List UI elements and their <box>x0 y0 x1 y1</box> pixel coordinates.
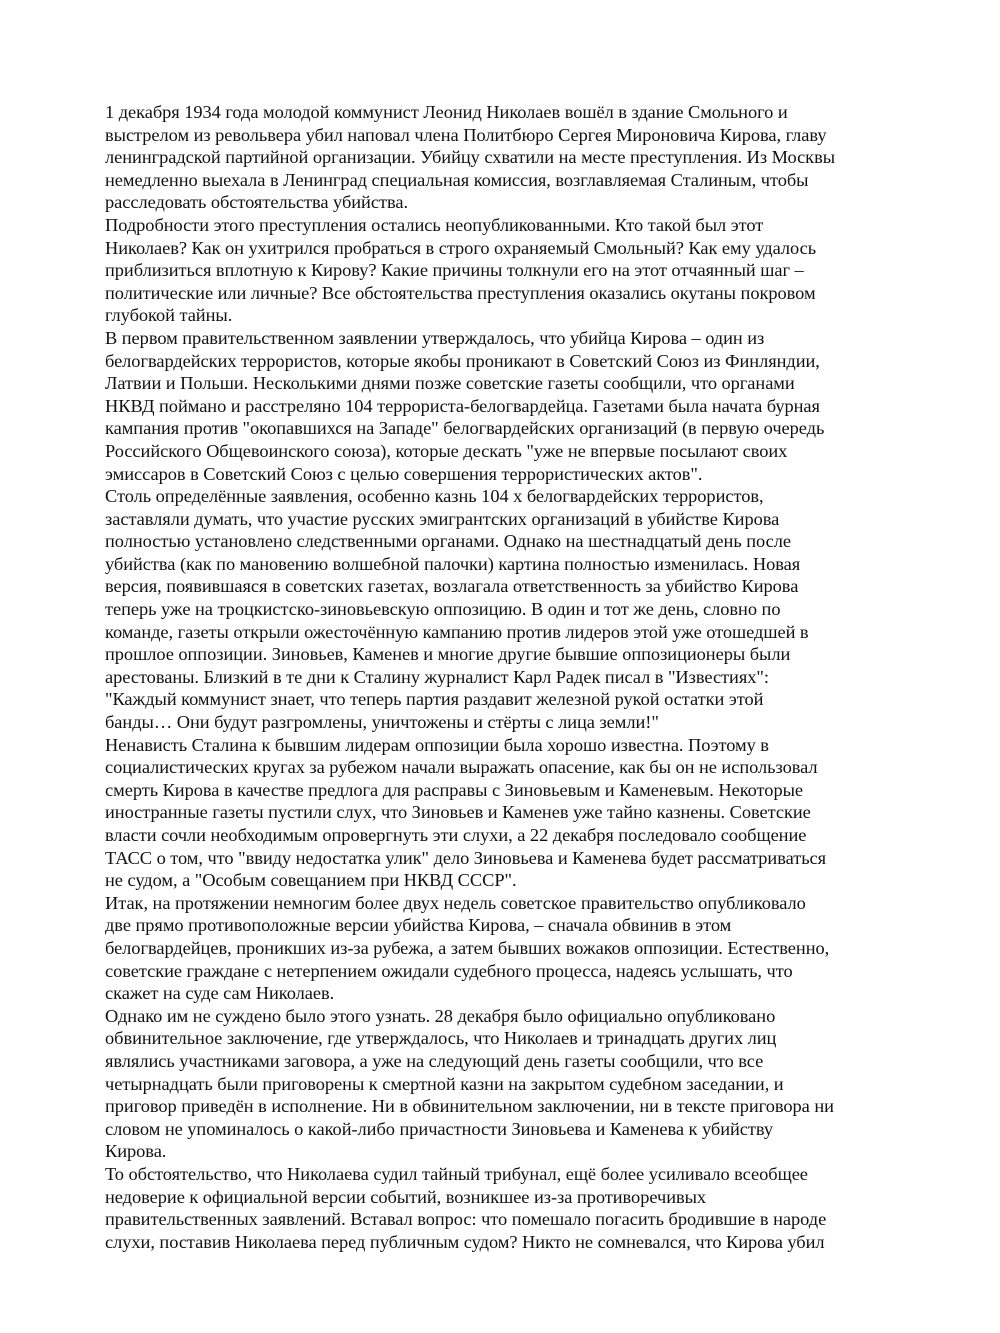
text-line: В первом правительственном заявлении утверждалось, что убийца Кирова – один из <box>105 327 765 348</box>
text-line: Столь определённые заявления, особенно казнь 104 х белогвардейских террористов, <box>105 486 764 507</box>
text-line: смерть Кирова в качестве предлога для расправы с Зиновьевым и Каменевым. Некоторые <box>105 779 804 800</box>
text-line: расследовать обстоятельства убийства. <box>105 192 409 213</box>
text-line: приблизиться вплотную к Кирову? Какие причины толкнули его на этот отчаянный шаг – <box>105 260 804 281</box>
text-line: Российского Общевоинского союза), которые дескать "уже не впервые посылают своих <box>105 440 788 461</box>
text-line: немедленно выехала в Ленинград специальная комиссия, возглавляемая Сталиным, чтобы <box>105 169 809 190</box>
paragraph <box>105 892 905 1005</box>
text-line: не судом, а "Особым совещанием при НКВД СССР". <box>105 870 517 891</box>
text-line: Николаев? Как он ухитрился пробраться в строго охраняемый Смольный? Как ему удалось <box>105 237 817 258</box>
text-line: Однако им не суждено было этого узнать. 28 декабря было официально опубликовано <box>105 1005 776 1026</box>
paragraph <box>105 1163 905 1253</box>
text-line: кампания против "окопавшихся на Западе" белогвардейских организаций (в первую очередь <box>105 418 825 439</box>
paragraph <box>105 1005 905 1163</box>
text-line: скажет на суде сам Николаев. <box>105 983 335 1004</box>
text-line: банды… Они будут разгромлены, уничтожены и стёрты с лица земли!" <box>105 712 659 733</box>
document-page <box>105 101 905 1253</box>
text-line: ТАСС о том, что "ввиду недостатка улик" дело Зиновьева и Каменева будет рассматриваться <box>105 847 827 868</box>
paragraph <box>105 214 905 327</box>
text-line: То обстоятельство, что Николаева судил тайный трибунал, ещё более усиливало всеобщее <box>105 1163 808 1184</box>
text-line: выстрелом из револьвера убил наповал члена Политбюро Сергея Мироновича Кирова, главу <box>105 124 827 145</box>
text-line: обвинительное заключение, где утверждалось, что Николаев и тринадцать других лиц <box>105 1028 777 1049</box>
text-line: прошлое оппозиции. Зиновьев, Каменев и многие другие бывшие оппозиционеры были <box>105 644 791 665</box>
text-line: советские граждане с нетерпением ожидали судебного процесса, надеясь услышать, что <box>105 960 793 981</box>
paragraph <box>105 327 905 485</box>
text-line: Итак, на протяжении немногим более двух недель советское правительство опубликовало <box>105 892 806 913</box>
text-line: ленинградской партийной организации. Убийцу схватили на месте преступления. Из Москвы <box>105 147 836 168</box>
text-line: правительственных заявлений. Вставал вопрос: что помешало погасить бродившие в народе <box>105 1209 827 1230</box>
paragraph <box>105 485 905 734</box>
text-line: являлись участниками заговора, а уже на следующий день газеты сообщили, что все <box>105 1050 764 1071</box>
text-line: недоверие к официальной версии событий, возникшее из-за противоречивых <box>105 1186 707 1207</box>
text-line: Латвии и Польши. Несколькими днями позже советские газеты сообщили, что органами <box>105 373 795 394</box>
text-line: иностранные газеты пустили слух, что Зиновьев и Каменев уже тайно казнены. Советские <box>105 802 811 823</box>
text-line: приговор приведён в исполнение. Ни в обвинительном заключении, ни в тексте приговора ни <box>105 1096 834 1117</box>
text-line: арестованы. Близкий в те дни к Сталину журналист Карл Радек писал в "Известиях": <box>105 666 769 687</box>
text-line: "Каждый коммунист знает, что теперь партия раздавит железной рукой остатки этой <box>105 689 764 710</box>
text-line: Кирова. <box>105 1141 167 1162</box>
paragraph <box>105 734 905 892</box>
text-line: власти сочли необходимым опровергнуть эти слухи, а 22 декабря последовало сообщение <box>105 825 807 845</box>
text-line: команде, газеты открыли ожесточённую кампанию против лидеров этой уже отошедшей в <box>105 621 809 642</box>
text-line: НКВД поймано и расстреляно 104 террориста-белогвардейца. Газетами была начата бурная <box>105 395 820 416</box>
text-line: словом не упоминалось о какой-либо причастности Зиновьева и Каменева к убийству <box>105 1118 774 1139</box>
text-line: полностью установлено следственными органами. Однако на шестнадцатый день после <box>105 531 791 552</box>
text-line: политические или личные? Все обстоятельства преступления оказались окутаны покровом <box>105 282 816 303</box>
text-line: заставляли думать, что участие русских эмигрантских организаций в убийстве Кирова <box>105 508 780 529</box>
text-line: слухи, поставив Николаева перед публичным судом? Никто не сомневался, что Кирова убил <box>105 1231 825 1252</box>
text-line: белогвардейских террористов, которые якобы проникают в Советский Союз из Финляндии, <box>105 350 820 371</box>
text-line: убийства (как по мановению волшебной палочки) картина полностью изменилась. Новая <box>105 553 801 574</box>
text-line: Подробности этого преступления остались неопубликованными. Кто такой был этот <box>105 214 764 235</box>
paragraph <box>105 101 905 214</box>
text-line: Ненависть Сталина к бывшим лидерам оппозиции была хорошо известна. Поэтому в <box>105 734 769 755</box>
text-line: глубокой тайны. <box>105 305 233 326</box>
text-line: четырнадцать были приговорены к смертной казни на закрытом судебном заседании, и <box>105 1073 784 1094</box>
text-line: белогвардейцев, проникших из-за рубежа, а затем бывших вожаков оппозиции. Естественно, <box>105 937 830 958</box>
text-line: эмиссаров в Советский Союз с целью совершения террористических актов". <box>105 463 703 484</box>
text-line: социалистических кругах за рубежом начали выражать опасение, как бы он не использовал <box>105 757 818 778</box>
text-line: версия, появившаяся в советских газетах, возлагала ответственность за убийство Кирова <box>105 576 799 597</box>
text-line: две прямо противоположные версии убийства Кирова, – сначала обвинив в этом <box>105 915 732 936</box>
text-line: 1 декабря 1934 года молодой коммунист Леонид Николаев вошёл в здание Смольного и <box>105 102 788 122</box>
text-line: теперь уже на троцкистско-зиновьевскую оппозицию. В один и тот же день, словно по <box>105 599 781 620</box>
